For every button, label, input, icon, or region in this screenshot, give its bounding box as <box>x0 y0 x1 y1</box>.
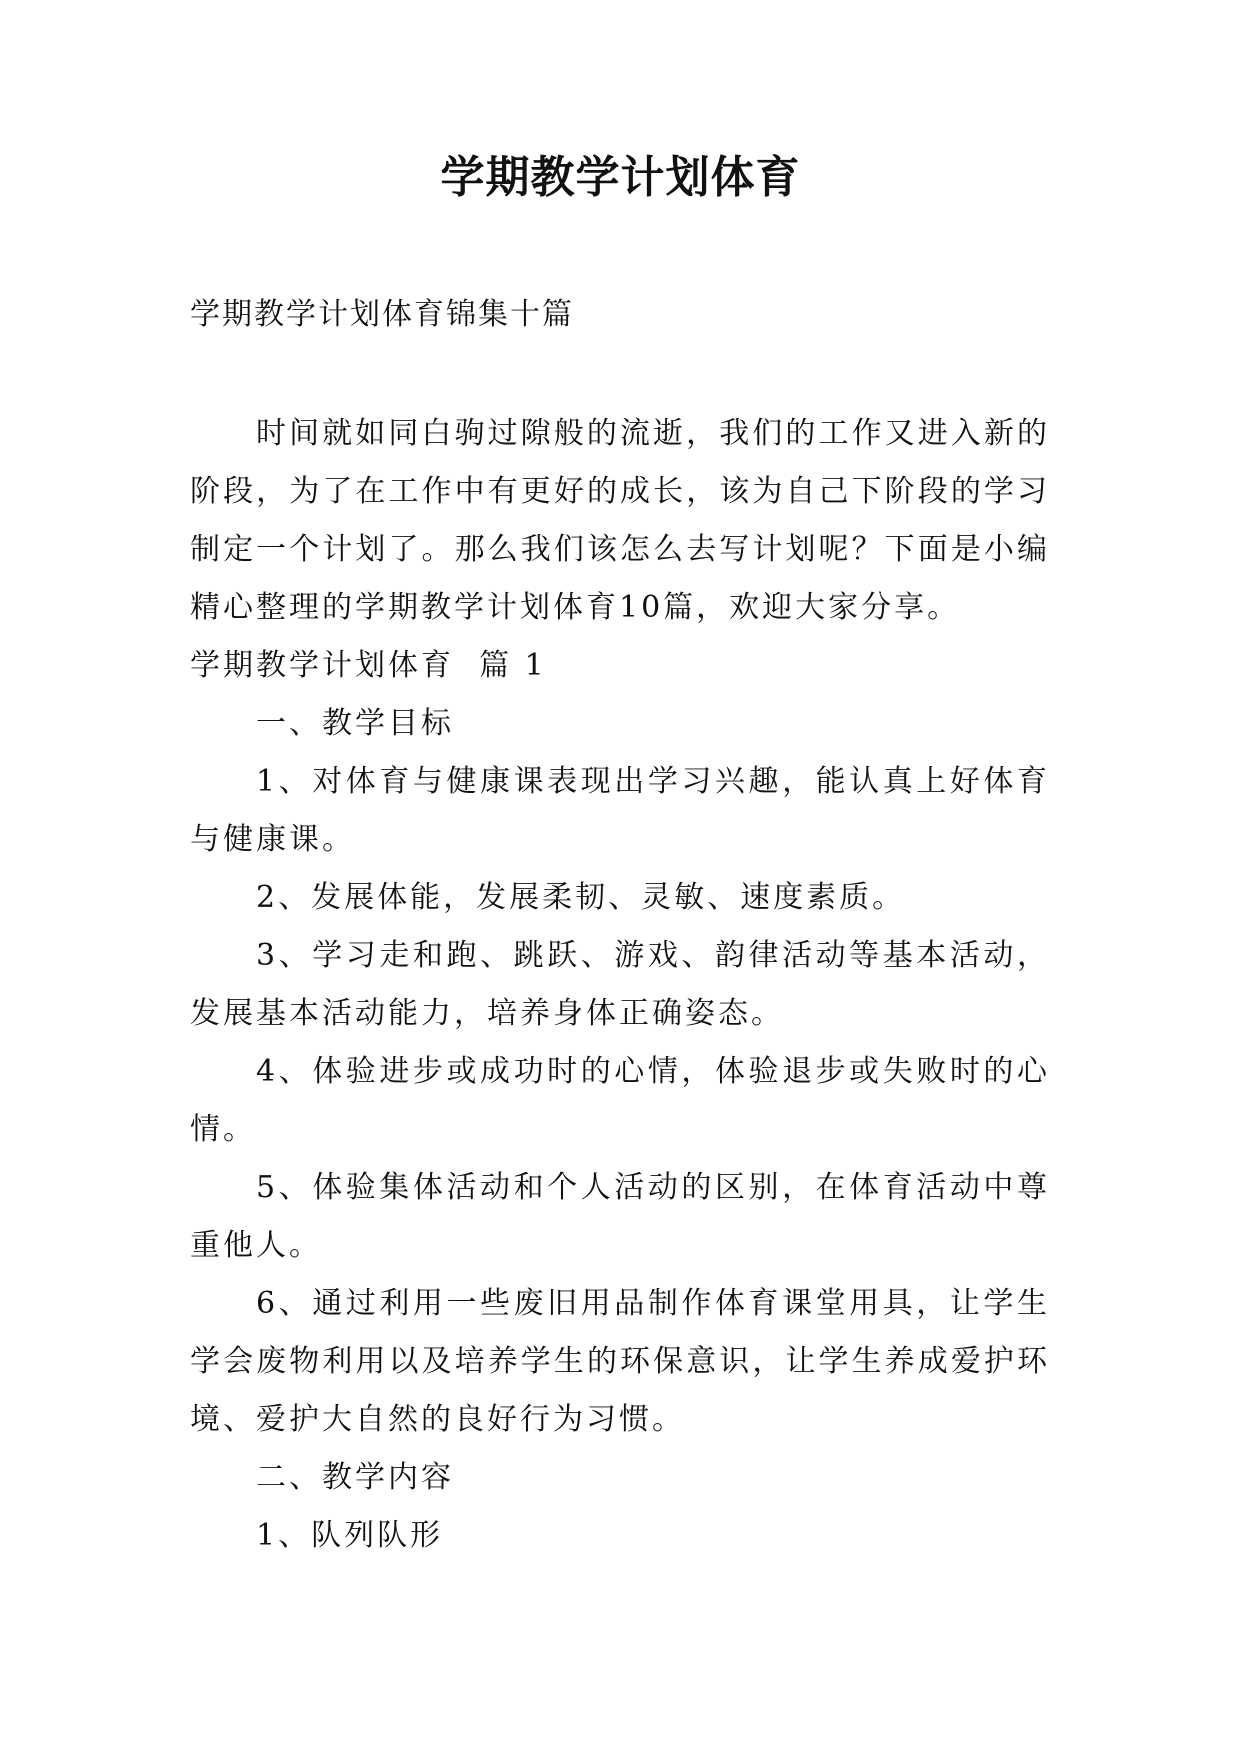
document-subtitle: 学期教学计划体育锦集十篇 <box>190 297 574 332</box>
document-body <box>190 405 1050 1565</box>
goal-item: 2、发展体能，发展柔韧、灵敏、速度素质。 <box>256 880 906 915</box>
goal-item: 5、体验集体活动和个人活动的区别，在体育活动中尊重他人。 <box>190 1170 1050 1263</box>
subsection-heading: 一、教学目标 <box>256 706 454 741</box>
goal-item: 4、体验进步或成功时的心情，体验退步或失败时的心情。 <box>190 1054 1050 1147</box>
subsection-heading: 二、教学内容 <box>256 1460 454 1495</box>
goal-item: 1、对体育与健康课表现出学习兴趣，能认真上好体育与健康课。 <box>190 764 1050 857</box>
goal-item: 6、通过利用一些废旧用品制作体育课堂用具，让学生学会废物利用以及培养学生的环保意识，让学生养成爱护环境、爱护大自然的良好行为习惯。 <box>190 1286 1050 1437</box>
goal-item: 3、学习走和跑、跳跃、游戏、韵律活动等基本活动，发展基本活动能力，培养身体正确姿态。 <box>190 938 1050 1031</box>
document-title: 学期教学计划体育 <box>440 152 801 203</box>
section-heading: 学期教学计划体育 篇 1 <box>190 648 547 683</box>
intro-paragraph: 时间就如同白驹过隙般的流逝，我们的工作又进入新的阶段，为了在工作中有更好的成长，该为自己下阶段的学习制定一个计划了。那么我们该怎么去写计划呢？下面是小编精心整理的学期教学计划体育10篇，欢迎大家分享。 <box>190 416 1050 625</box>
content-item: 1、队列队形 <box>256 1518 444 1553</box>
